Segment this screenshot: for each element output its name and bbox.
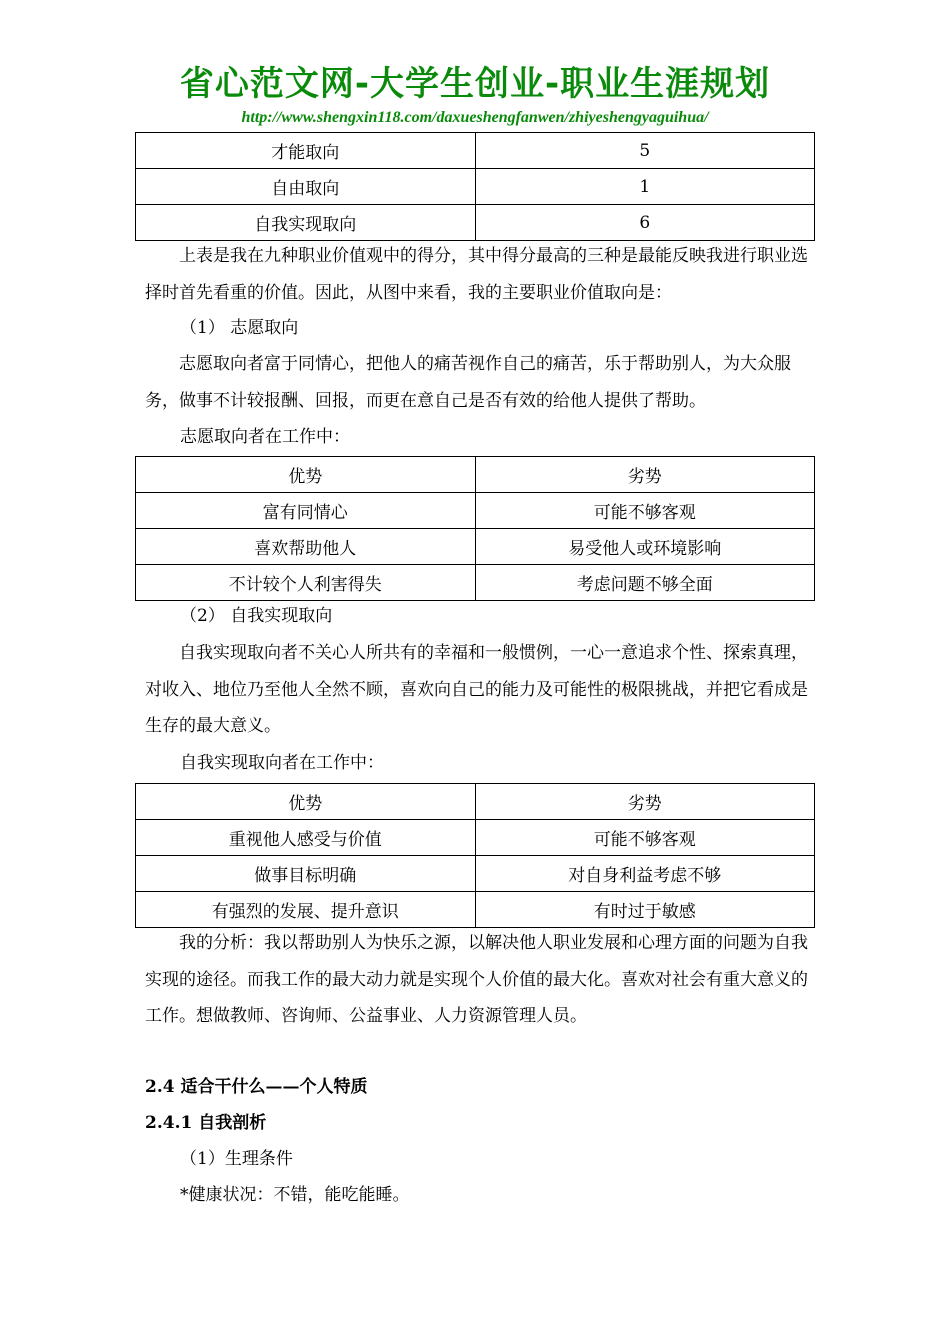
section2-description [145, 635, 815, 745]
table-header-row [136, 784, 815, 820]
table-cell: 1 [475, 169, 815, 205]
table-row [136, 820, 815, 856]
section-heading-2-4-1: 2.4.1 自我剖析 [145, 1113, 267, 1133]
score-table [135, 132, 815, 241]
column-header-strengths: 优势 [136, 457, 476, 493]
table-cell: 不计较个人利害得失 [136, 565, 476, 601]
table-cell: 5 [475, 133, 815, 169]
table-row [136, 529, 815, 565]
section2-title: （2） 自我实现取向 [180, 606, 333, 626]
table-row [136, 565, 815, 601]
section-heading-2-4: 2.4 适合干什么——个人特质 [145, 1077, 368, 1097]
table-cell: 可能不够客观 [475, 820, 815, 856]
site-title: 省心范文网-大学生创业-职业生涯规划 [179, 64, 771, 104]
column-header-strengths: 优势 [136, 784, 476, 820]
table-cell: 考虑问题不够全面 [475, 565, 815, 601]
health-line: *健康状况：不错，能吃能睡。 [180, 1185, 410, 1205]
volunteer-traits-table [135, 456, 815, 601]
paragraph-text: 上表是我在九种职业价值观中的得分，其中得分最高的三种是最能反映我进行职业选择时首先看重的价值。因此，从图中来看，我的主要职业价值取向是： [145, 246, 808, 303]
table-row [136, 856, 815, 892]
paragraph-text: 志愿取向者富于同情心，把他人的痛苦视作自己的痛苦，乐于帮助别人，为大众服务，做事不计较报酬、回报，而更在意自己是否有效的给他人提供了帮助。 [145, 354, 791, 411]
section2-table-intro: 自我实现取向者在工作中： [180, 753, 384, 773]
table-cell: 才能取向 [136, 133, 476, 169]
column-header-weaknesses: 劣势 [475, 784, 815, 820]
intro-paragraph [145, 238, 815, 311]
table-cell: 可能不够客观 [475, 493, 815, 529]
table-row [136, 205, 815, 241]
section1-description [145, 346, 815, 419]
table-cell: 自由取向 [136, 169, 476, 205]
column-header-weaknesses: 劣势 [475, 457, 815, 493]
table-cell: 喜欢帮助他人 [136, 529, 476, 565]
table-cell: 自我实现取向 [136, 205, 476, 241]
paragraph-text: 我的分析：我以帮助别人为快乐之源，以解决他人职业发展和心理方面的问题为自我实现的途径。而我工作的最大动力就是实现个人价值的最大化。喜欢对社会有重大意义的工作。想做教师、咨询师、公益事业、人力资源管理人员。 [145, 933, 808, 1026]
table-row [136, 169, 815, 205]
self-actualization-traits-table [135, 783, 815, 928]
table-row [136, 493, 815, 529]
table-cell: 富有同情心 [136, 493, 476, 529]
analysis-paragraph [145, 925, 815, 1035]
sub-item-physical: （1）生理条件 [180, 1149, 293, 1169]
site-url[interactable]: http://www.shengxin118.com/daxueshengfanwen/zhiyeshengyaguihua/ [241, 109, 709, 126]
table-cell: 做事目标明确 [136, 856, 476, 892]
table-cell: 对自身利益考虑不够 [475, 856, 815, 892]
table-cell: 6 [475, 205, 815, 241]
table-header-row [136, 457, 815, 493]
section1-table-intro: 志愿取向者在工作中： [180, 427, 350, 447]
paragraph-text: 自我实现取向者不关心人所共有的幸福和一般惯例，一心一意追求个性、探索真理，对收入、地位乃至他人全然不顾，喜欢向自己的能力及可能性的极限挑战，并把它看成是生存的最大意义。 [145, 643, 808, 736]
table-cell: 易受他人或环境影响 [475, 529, 815, 565]
table-cell: 重视他人感受与价值 [136, 820, 476, 856]
section1-title: （1） 志愿取向 [180, 318, 299, 338]
table-cell: 有强烈的发展、提升意识 [136, 892, 476, 928]
table-row [136, 133, 815, 169]
table-row [136, 892, 815, 928]
table-cell: 有时过于敏感 [475, 892, 815, 928]
